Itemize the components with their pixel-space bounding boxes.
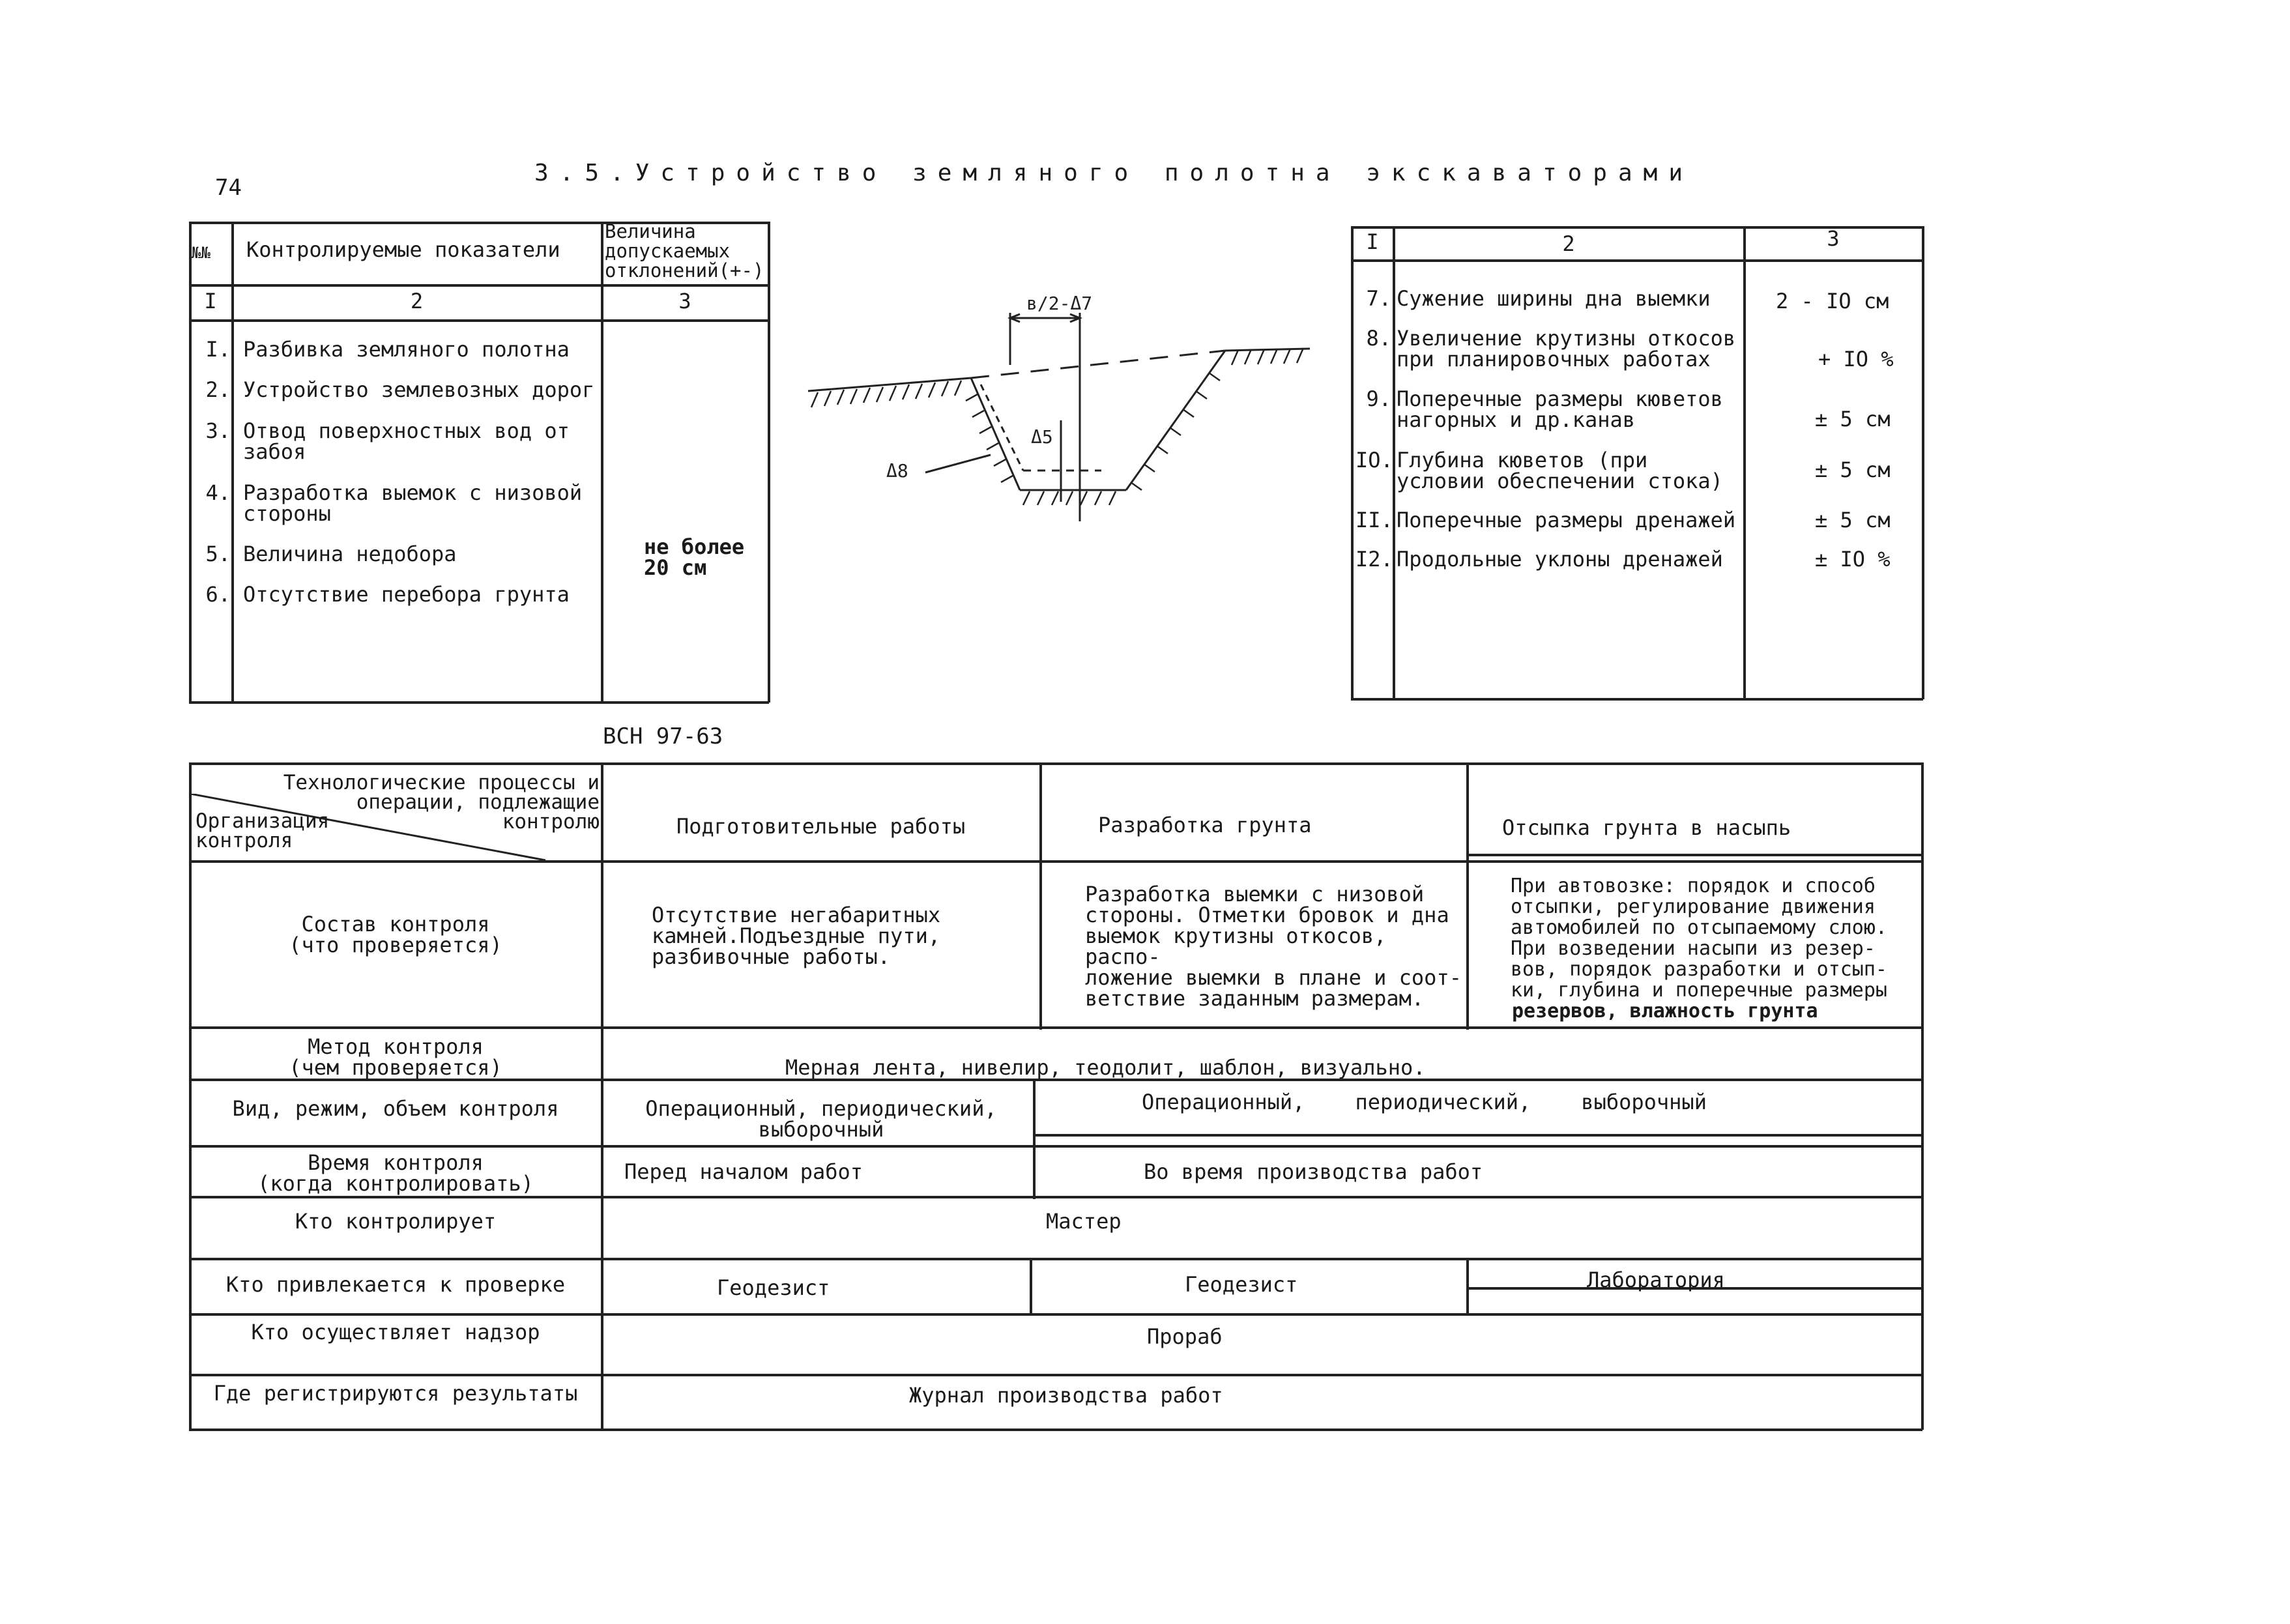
row-label: Кто осуществляет надзор bbox=[251, 1320, 540, 1344]
ground-hatching bbox=[811, 348, 1303, 505]
excavation-cross-section-diagram bbox=[795, 287, 1329, 534]
left-table-header-tolerance: Величина допускаемых отклонений(+-) bbox=[605, 220, 764, 282]
diagram-label-d5: Δ5 bbox=[1031, 426, 1053, 448]
section-title: 3.5.Устройство земляного полотна экскаваторами bbox=[534, 160, 1694, 186]
row-label: Где регистрируются результаты bbox=[213, 1381, 578, 1406]
row-label: Состав контроля (что проверяется) bbox=[289, 912, 502, 957]
header-soil-development: Разработка грунта bbox=[1098, 813, 1312, 837]
header-embankment-fill: Отсыпка грунта в насыпь bbox=[1502, 815, 1791, 840]
header-prep-works: Подготовительные работы bbox=[676, 814, 966, 839]
row-label: Метод контроля (чем проверяется) bbox=[289, 1034, 502, 1080]
diagram-label-half-width: в/2-Δ7 bbox=[1026, 293, 1093, 314]
left-table-header-no: №№ bbox=[192, 244, 210, 262]
row-label: Кто привлекается к проверке bbox=[225, 1272, 566, 1297]
left-table-colnum-1: I bbox=[204, 289, 217, 313]
corner-organization-label: Организация контроля bbox=[196, 809, 330, 852]
page-number: 74 bbox=[215, 175, 242, 201]
right-table-colnum-3: 3 bbox=[1827, 226, 1840, 251]
left-table-header-indicators: Контролируемые показатели bbox=[246, 237, 560, 262]
diagram-label-d8: Δ8 bbox=[886, 460, 908, 482]
right-table-colnum-1: I bbox=[1366, 229, 1379, 254]
row-label: Кто контролирует bbox=[295, 1209, 497, 1234]
left-table-colnum-3: 3 bbox=[678, 289, 691, 313]
right-table-colnum-2: 2 bbox=[1562, 231, 1575, 256]
norm-reference: ВСН 97-63 bbox=[603, 723, 723, 749]
left-table-colnum-2: 2 bbox=[410, 289, 424, 313]
row-label: Время контроля (когда контролировать) bbox=[257, 1150, 534, 1196]
corner-processes-label: Технологические процессы и операции, подлежащие контролю bbox=[283, 771, 600, 834]
left-table-tolerance-note: не более 20 см bbox=[644, 534, 745, 580]
row-label: Вид, режим, объем контроля bbox=[232, 1096, 559, 1121]
